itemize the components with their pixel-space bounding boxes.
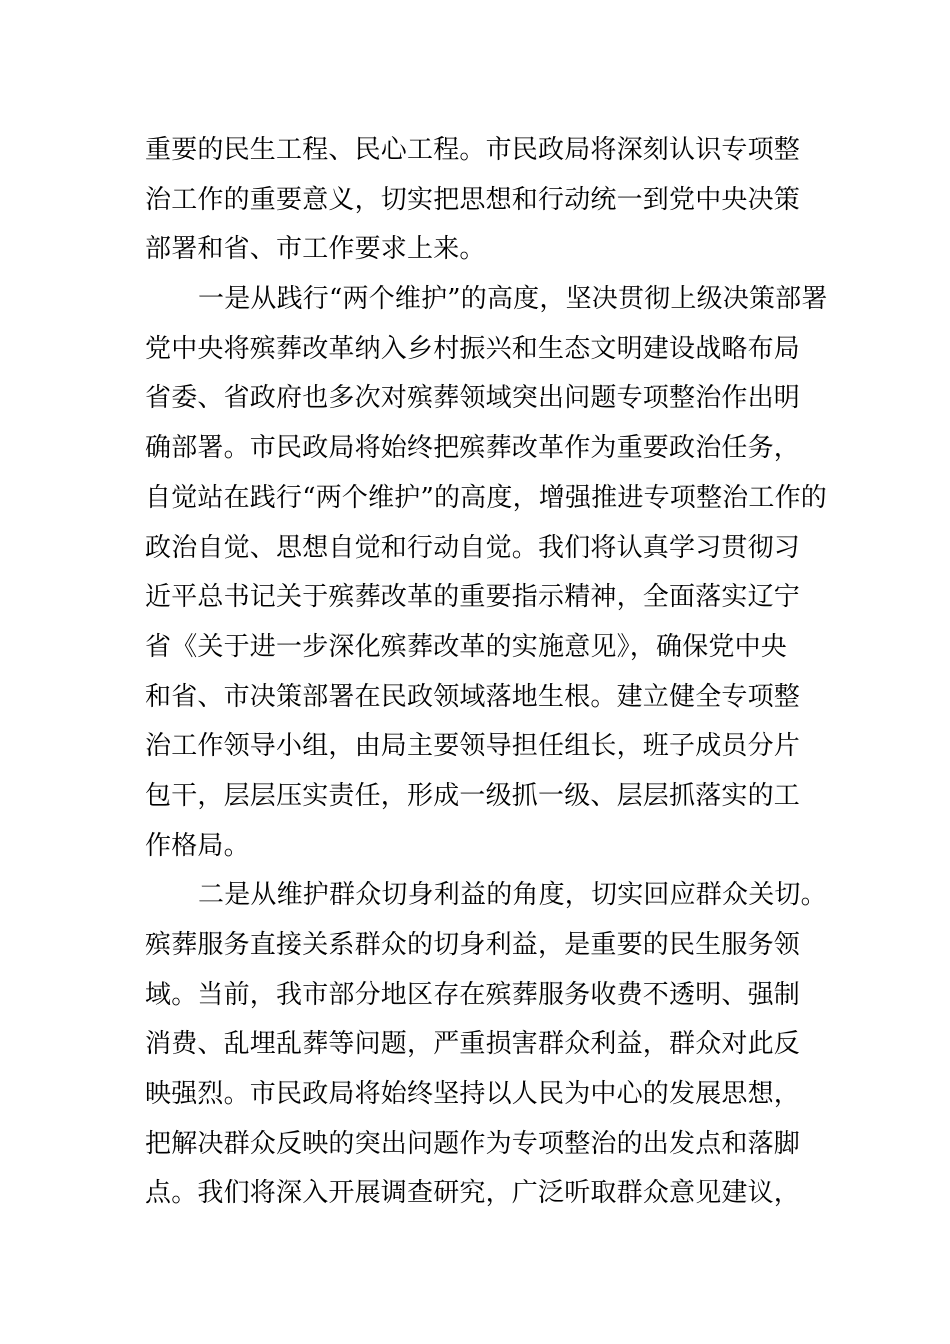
text-line-1: 重要的民生工程、民心工程。市民政局将深刻认识专项整 [145,135,801,165]
text-line-13: 治工作领导小组，由局主要领导担任组长，班子成员分片 [145,731,801,761]
text-line-8: 自觉站在践行“两个维护”的高度，增强推进专项整治工作的 [145,483,827,513]
paragraph-two-heading-line: 二是从维护群众切身利益的角度，切实回应群众关切。 [198,880,827,910]
text-line-7: 确部署。市民政局将始终把殡葬改革作为重要政治任务， [145,433,801,463]
text-line-3: 部署和省、市工作要求上来。 [145,234,486,264]
text-line-5: 党中央将殡葬改革纳入乡村振兴和生态文明建设战略布局 [145,334,801,364]
text-line-10: 近平总书记关于殡葬改革的重要指示精神，全面落实辽宁 [145,582,801,612]
text-line-20: 映强烈。市民政局将始终坚持以人民为中心的发展思想， [145,1079,801,1109]
paragraph-one-heading-line: 一是从践行“两个维护”的高度，坚决贯彻上级决策部署 [198,284,828,314]
text-line-6: 省委、省政府也多次对殡葬领域突出问题专项整治作出明 [145,383,801,413]
text-line-21: 把解决群众反映的突出问题作为专项整治的出发点和落脚 [145,1129,801,1159]
text-line-17: 殡葬服务直接关系群众的切身利益，是重要的民生服务领 [145,930,801,960]
text-line-11: 省《关于进一步深化殡葬改革的实施意见》，确保党中央 [145,632,788,662]
text-line-22: 点。我们将深入开展调查研究，广泛听取群众意见建议， [145,1178,801,1208]
text-line-19: 消费、乱埋乱葬等问题，严重损害群众利益，群众对此反 [145,1029,801,1059]
text-line-2: 治工作的重要意义，切实把思想和行动统一到党中央决策 [145,185,801,215]
text-line-9: 政治自觉、思想自觉和行动自觉。我们将认真学习贯彻习 [145,533,801,563]
text-line-18: 域。当前，我市部分地区存在殡葬服务收费不透明、强制 [145,980,801,1010]
text-line-14: 包干，层层压实责任，形成一级抓一级、层层抓落实的工 [145,781,801,811]
text-line-15: 作格局。 [145,831,250,861]
text-line-12: 和省、市决策部署在民政领域落地生根。建立健全专项整 [145,682,801,712]
